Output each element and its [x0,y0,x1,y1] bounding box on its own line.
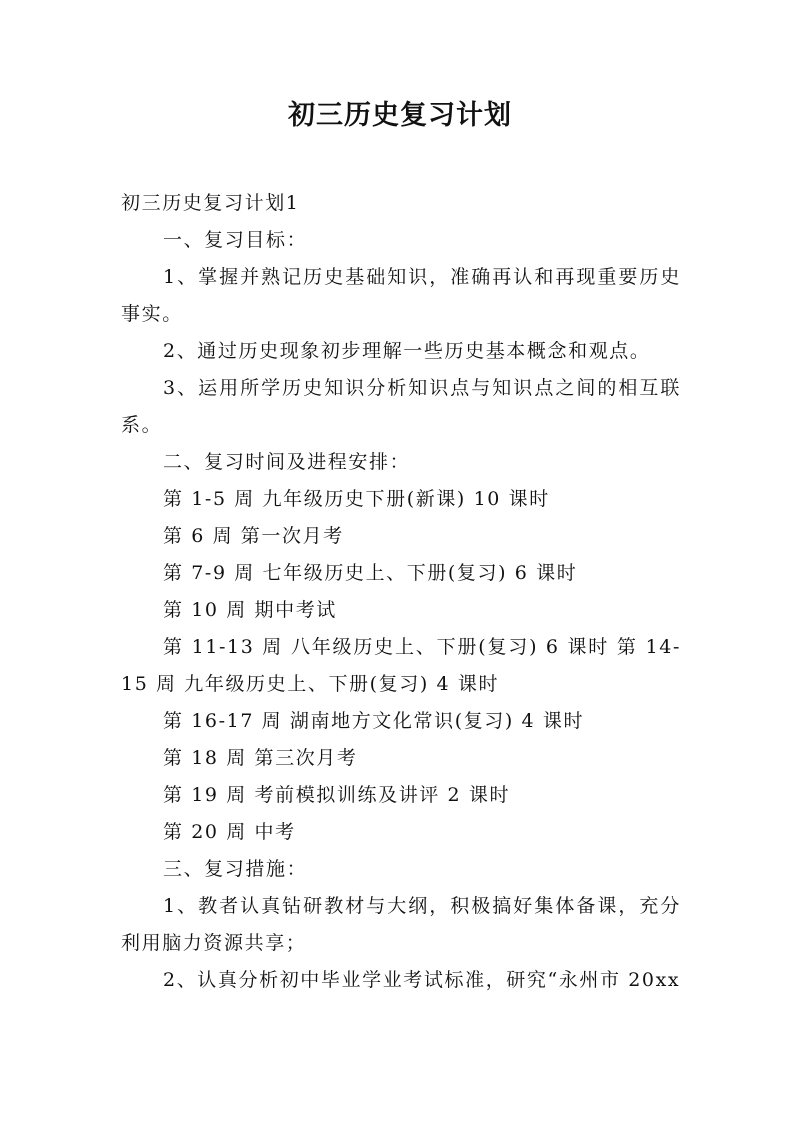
goal-item-1: 1、掌握并熟记历史基础知识，准确再认和再现重要历史事实。 [121,266,681,325]
goal-item-3: 3、运用所学历史知识分析知识点与知识点之间的相互联系。 [121,377,681,436]
heading-review-goals: 一、复习目标： [163,229,308,251]
schedule-item: 第 18 周 第三次月考 [163,747,358,769]
schedule-item: 第 19 周 考前模拟训练及讲评 2 课时 [163,784,511,806]
measure-item-1: 1、教者认真钻研教材与大纲，积极搞好集体备课，充分利用脑力资源共享； [121,895,681,954]
goal-item-2: 2、通过历史现象初步理解一些历史基本概念和观点。 [163,340,651,362]
schedule-item: 第 6 周 第一次月考 [163,525,344,547]
schedule-item: 第 20 周 中考 [163,821,296,843]
document-body [121,185,681,999]
measure-item-2: 2、认真分析初中毕业学业考试标准，研究“永州市 20xx [163,969,681,991]
schedule-item: 第 10 周 期中考试 [163,599,337,621]
schedule-item: 第 16-17 周 湖南地方文化常识(复习) 4 课时 [163,710,585,732]
schedule-item: 第 11-13 周 八年级历史上、下册(复习) 6 课时 第 14-15 周 九年级历史上、下册(复习) 4 课时 [121,636,681,695]
document-title: 初三历史复习计划 [288,100,512,131]
section-heading: 初三历史复习计划1 [121,192,300,214]
heading-measures: 三、复习措施： [163,858,308,880]
schedule-item: 第 1-5 周 九年级历史下册(新课) 10 课时 [163,488,550,510]
schedule-item: 第 7-9 周 七年级历史上、下册(复习) 6 课时 [163,562,578,584]
heading-schedule: 二、复习时间及进程安排： [163,451,411,473]
